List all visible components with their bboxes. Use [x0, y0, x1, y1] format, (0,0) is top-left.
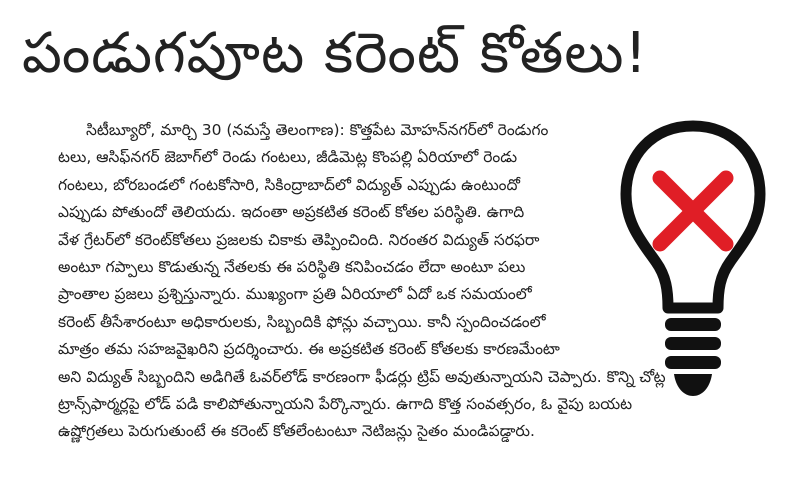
article-line: ఉష్ణోగ్రతలు పెరుగుతుంటే ఈ కరెంట్ కోతలేంటంటూ నెటిజన్లు సైతం మండిపడ్డారు.	[58, 422, 535, 441]
article-line: ట్రాన్స్‌ఫార్మర్లపై లోడ్ పడి కాలిపోతున్నాయని పేర్కొన్నారు. ఉగాది కొత్త సంవత్సరం, ఓ వైపు బయట	[58, 395, 633, 414]
article-line: ఎప్పుడు పోతుందో తెలియదు. ఇదంతా అప్రకటిత కరెంట్ కోతల పరిస్థితి. ఉగాది	[58, 203, 525, 222]
article-line: వేళ గ్రేటర్‌లో కరెంట్‌కోతలు ప్రజలకు చికాకు తెప్పించింది. నిరంతర విద్యుత్ సరఫరా	[58, 230, 540, 249]
bulb-base-band	[665, 337, 721, 350]
article-line: అని విద్యుత్ సిబ్బందిని అడిగితే ఓవర్‌లోడ్ కారణంగా ఫీడర్లు ట్రిప్ అవుతున్నాయని చెప్పారు. కొన్ని చోట్ల	[58, 367, 666, 386]
bulb-base-band	[665, 356, 721, 369]
article-line: మాత్రం తమ సహజవైఖరిని ప్రదర్శించారు. ఈ అప్రకటిత కరెంట్ కోతలకు కారణమేంటా	[58, 340, 560, 359]
article-line: గంటలు, బోరబండలో గంటకోసారి, సికింద్రాబాద్‌లో విద్యుత్ ఎప్పుడు ఉంటుందో	[58, 175, 521, 194]
lightbulb-icon	[618, 112, 768, 412]
bulb-base-band	[665, 318, 721, 331]
headline: పండుగపూట కరెంట్ కోతలు!	[22, 21, 648, 86]
article-body	[58, 117, 678, 446]
article-line: అంటూ గప్పాలు కొడుతున్న నేతలకు ఈ పరిస్థితి కనిపించడం లేదా అంటూ పలు	[58, 258, 526, 277]
article-line: టలు, ఆసిఫ్‌నగర్ జెబాగ్‌లో రెండు గంటలు, జీడిమెట్ల కొంపల్లి ఏరియాలో రెండు	[58, 148, 518, 167]
article-line: కరెంట్ తీసేశారంటూ అధికారులకు, సిబ్బందికి ఫోన్లు వచ్చాయి. కానీ స్పందించడంలో	[58, 312, 546, 331]
article-line: సిటీబ్యూరో, మార్చి 30 (నమస్తే తెలంగాణ): కొత్తపేట మోహన్‌నగర్‌లో రెండుగం	[86, 121, 549, 139]
article-line: ప్రాంతాల ప్రజలు ప్రశ్నిస్తున్నారు. ముఖ్యంగా ప్రతి ఏరియాలో ఏదో ఒక సమయంలో	[58, 285, 532, 304]
bulb-base-tip	[674, 374, 712, 396]
